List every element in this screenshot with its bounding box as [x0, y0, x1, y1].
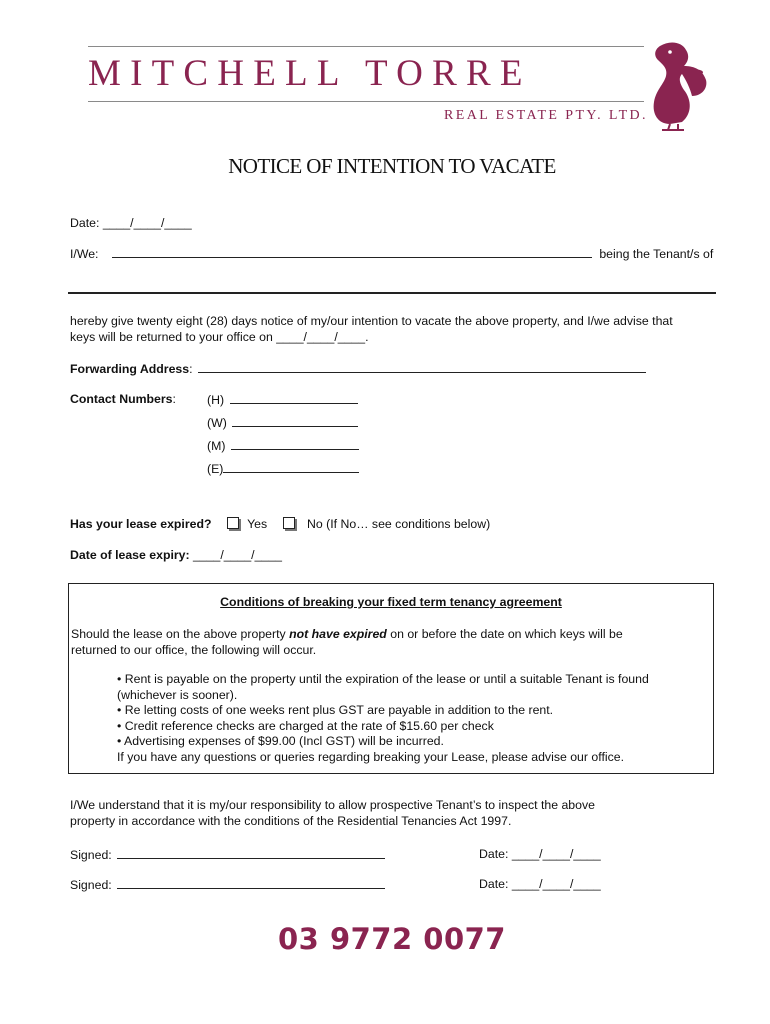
conditions-intro-line-2: returned to our office, the following will occur.: [71, 643, 317, 657]
office-phone: 03 9772 0077: [278, 922, 506, 956]
lease-expired-row: [70, 516, 490, 532]
bullet-advertising: • Advertising expenses of $99.00 (Incl GST) will be incurred.: [117, 734, 444, 749]
contact-e-label: (E): [207, 462, 224, 476]
lease-expiry-row: [70, 547, 282, 563]
forwarding-colon: :: [189, 362, 193, 376]
signature-date-2: [479, 876, 601, 892]
date-row: [70, 215, 192, 231]
tenant-suffix: being the Tenant/s of: [599, 247, 714, 261]
signature-field-2[interactable]: [117, 876, 385, 889]
contact-home: [207, 391, 359, 414]
conditions-intro-emphasis: not have expired: [289, 627, 387, 641]
conditions-questions: If you have any questions or queries regarding breaking your Lease, please advise our office.: [117, 749, 624, 764]
contact-email: [207, 460, 359, 483]
signature-date-field-2[interactable]: ____/____/____: [511, 877, 601, 891]
lease-expired-no-checkbox[interactable]: [283, 517, 295, 529]
lease-expired-no-label: No (If No… see conditions below): [307, 517, 491, 531]
conditions-heading: Conditions of breaking your fixed term tenancy agreement: [220, 595, 562, 609]
signature-date-1: [479, 846, 601, 862]
contact-m-label: (M): [207, 439, 226, 453]
forwarding-address-field[interactable]: [198, 360, 646, 373]
letterhead: [0, 0, 770, 140]
contact-work: [207, 414, 359, 437]
signature-row-2: [70, 876, 385, 893]
notice-line-1: hereby give twenty eight (28) days notice of my/our intention to vacate the above property, and I/we advise that: [70, 314, 673, 328]
letterhead-top-rule: [88, 46, 644, 47]
lease-expired-question: Has your lease expired?: [70, 517, 212, 531]
conditions-intro-line-1: [71, 626, 623, 642]
contact-fields: [207, 391, 359, 483]
notice-line-2: keys will be returned to your office on ____/____/____.: [70, 330, 369, 344]
date-label: Date:: [70, 216, 100, 230]
understand-line-1: I/We understand that it is my/our responsibility to allow prospective Tenant’s to inspect the above: [70, 798, 595, 812]
bullet-credit: • Credit reference checks are charged at the rate of $15.60 per check: [117, 718, 494, 733]
property-address-field[interactable]: [68, 292, 716, 294]
contact-mobile: [207, 437, 359, 460]
contact-colon: :: [172, 392, 176, 406]
date-field[interactable]: ____/____/____: [102, 216, 192, 230]
signature-row-1: [70, 846, 385, 863]
iwe-label: I/We:: [70, 247, 99, 261]
signature-field-1[interactable]: [117, 846, 385, 859]
contact-e-field[interactable]: [223, 460, 359, 473]
brand-name: MITCHELL TORRE: [88, 53, 532, 94]
forwarding-row: [70, 360, 646, 377]
contact-m-field[interactable]: [231, 437, 359, 450]
conditions-box: [68, 583, 714, 774]
signed-label-2: Signed:: [70, 878, 112, 892]
conditions-intro: [71, 626, 623, 658]
contact-h-label: (H): [207, 393, 225, 407]
contact-label: Contact Numbers: [70, 392, 173, 406]
signature-date-label-1: Date:: [479, 847, 509, 861]
letterhead-bottom-rule: [88, 101, 644, 102]
understand-paragraph: [70, 797, 595, 829]
conditions-intro-pre: Should the lease on the above property: [71, 627, 286, 641]
contact-w-field[interactable]: [232, 414, 358, 427]
conditions-intro-post: on or before the date on which keys will be: [390, 627, 623, 641]
contact-w-label: (W): [207, 416, 227, 430]
lease-expiry-label: Date of lease expiry:: [70, 548, 190, 562]
bullet-rent-cont: (whichever is sooner).: [117, 687, 238, 702]
forwarding-label: Forwarding Address: [70, 362, 190, 376]
bullet-reletting: • Re letting costs of one weeks rent plus GST are payable in addition to the rent.: [117, 703, 554, 718]
signature-date-field-1[interactable]: ____/____/____: [511, 847, 601, 861]
signed-label-1: Signed:: [70, 848, 112, 862]
signature-date-label-2: Date:: [479, 877, 509, 891]
conditions-bullets: [117, 672, 649, 766]
lease-expired-yes-label: Yes: [247, 517, 268, 531]
understand-line-2: property in accordance with the conditions of the Residential Tenancies Act 1997.: [70, 814, 512, 828]
brand-subtitle: REAL ESTATE PTY. LTD.: [444, 108, 648, 123]
contact-row: [70, 391, 176, 407]
notice-paragraph: [70, 313, 720, 345]
lease-expiry-field[interactable]: ____/____/____: [193, 548, 282, 562]
tenant-row: [70, 245, 730, 262]
bullet-rent: • Rent is payable on the property until the expiration of the lease or until a suitable Tenant is found: [117, 672, 649, 686]
lease-expired-yes-checkbox[interactable]: [227, 517, 239, 529]
tenant-name-field[interactable]: [112, 245, 592, 258]
page-title: NOTICE OF INTENTION TO VACATE: [228, 154, 556, 178]
pelican-icon: [640, 40, 712, 132]
contact-h-field[interactable]: [230, 391, 358, 404]
